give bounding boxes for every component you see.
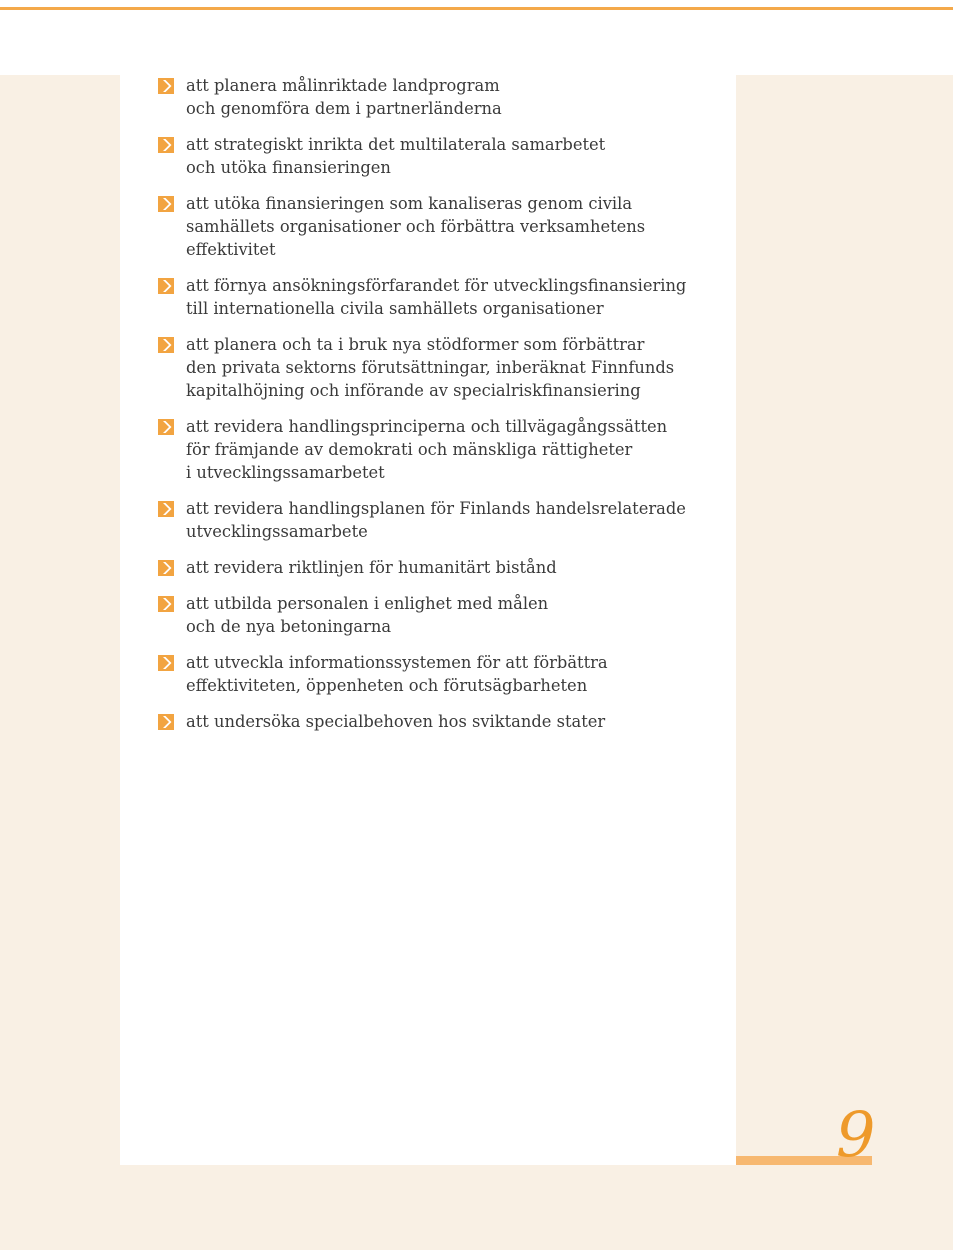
list-item-line: effektivitet <box>186 240 276 259</box>
chevron-right-icon <box>158 337 174 353</box>
list-item-line: den privata sektorns förutsättningar, inberäknat Finnfunds <box>186 358 675 377</box>
chevron-right-icon <box>158 137 174 153</box>
list-item-line: att förnya ansökningsförfarandet för utvecklingsfinansiering <box>186 276 687 295</box>
bullet-list <box>158 74 728 746</box>
list-item <box>158 651 728 697</box>
list-item-line: att revidera handlingsplanen för Finlands handelsrelaterade <box>186 499 686 518</box>
list-item-line: att revidera handlingsprinciperna och tillvägagångssätten <box>186 417 668 436</box>
list-item <box>158 592 728 638</box>
top-rule <box>0 7 953 10</box>
list-item-line: i utvecklingssamarbetet <box>186 463 385 482</box>
chevron-right-icon <box>158 714 174 730</box>
list-item <box>158 74 728 120</box>
list-item-line: att planera och ta i bruk nya stödformer som förbättrar <box>186 335 645 354</box>
list-item-line: och utöka finansieringen <box>186 158 391 177</box>
list-item-line: effektiviteten, öppenheten och förutsägbarheten <box>186 676 588 695</box>
list-item <box>158 415 728 484</box>
chevron-right-icon <box>158 278 174 294</box>
list-item-line: för främjande av demokrati och mänskliga rättigheter <box>186 440 633 459</box>
list-item-line: att revidera riktlinjen för humanitärt bistånd <box>186 558 557 577</box>
list-item-line: kapitalhöjning och införande av specialriskfinansiering <box>186 381 641 400</box>
list-item-line: och de nya betoningarna <box>186 617 392 636</box>
list-item-line: till internationella civila samhällets organisationer <box>186 299 604 318</box>
chevron-right-icon <box>158 78 174 94</box>
list-item-line: att utveckla informationssystemen för att förbättra <box>186 653 608 672</box>
page-number: 9 <box>836 1098 876 1171</box>
list-item <box>158 710 728 733</box>
list-item <box>158 274 728 320</box>
list-item-line: att planera målinriktade landprogram <box>186 76 500 95</box>
list-item <box>158 192 728 261</box>
chevron-right-icon <box>158 560 174 576</box>
list-item-line: att strategiskt inrikta det multilaterala samarbetet <box>186 135 606 154</box>
chevron-right-icon <box>158 419 174 435</box>
chevron-right-icon <box>158 596 174 612</box>
chevron-right-icon <box>158 501 174 517</box>
list-item-line: att utbilda personalen i enlighet med målen <box>186 594 549 613</box>
list-item-line: att utöka finansieringen som kanaliseras genom civila <box>186 194 633 213</box>
list-item <box>158 556 728 579</box>
list-item-line: samhällets organisationer och förbättra verksamhetens <box>186 217 646 236</box>
chevron-right-icon <box>158 196 174 212</box>
chevron-right-icon <box>158 655 174 671</box>
list-item <box>158 333 728 402</box>
list-item-line: att undersöka specialbehoven hos sviktande stater <box>186 712 606 731</box>
list-item-line: och genomföra dem i partnerländerna <box>186 99 502 118</box>
list-item <box>158 497 728 543</box>
list-item <box>158 133 728 179</box>
list-item-line: utvecklingssamarbete <box>186 522 368 541</box>
